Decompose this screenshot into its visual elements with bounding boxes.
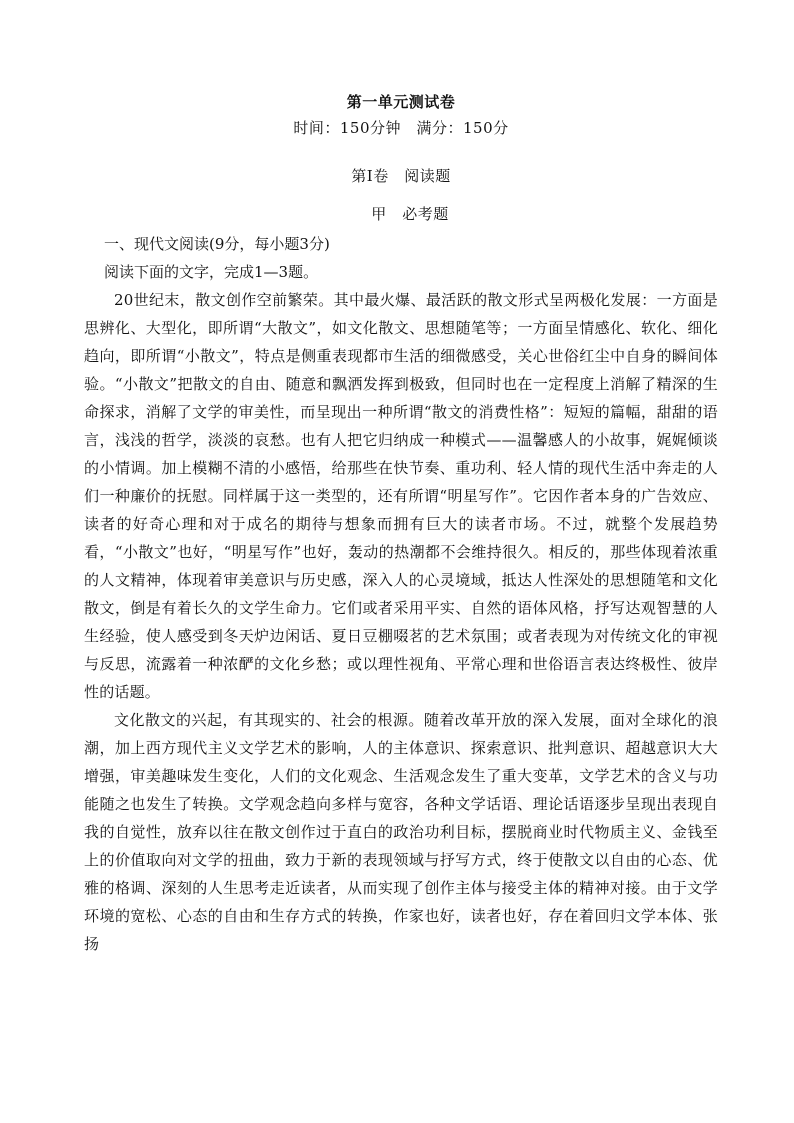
question-heading: 一、现代文阅读(9分，每小题3分) [104,235,330,253]
passage-paragraph-1: 20世纪末，散文创作空前繁荣。其中最火爆、最活跃的散文形式呈两极化发展：一方面是思辨化、大型化，即所谓“大散文”，如文化散文、思想随笔等；一方面呈情感化、软化、细化趋向，即所谓“小散文”，特点是侧重表现都市生活的细微感受，关心世俗红尘中自身的瞬间体验。“小散文”把散文的自由、随意和飘洒发挥到极致，但同时也在一定程度上消解了精深的生命探求，消解了文学的审美性，而呈现出一种所谓“散文的消费性格”：短短的篇幅，甜甜的语言，浅浅的哲学，淡淡的哀愁。也有人把它归纳成一种模式——温馨感人的小故事，娓娓倾谈的小情调。加上模糊不清的小感悟，给那些在快节奏、重功利、轻人情的现代生活中奔走的人们一种廉价的抚慰。同样属于这一类型的，还有所谓“明星写作”。它因作者本身的广告效应、读者的好奇心理和对于成名的期待与想象而拥有巨大的读者市场。不过，就整个发展趋势看，“小散文”也好，“明星写作”也好，轰动的热潮都不会维持很久。相反的，那些体现着浓重的人文精神，体现着审美意识与历史感，深入人的心灵境域，抵达人性深处的思想随笔和文化散文，倒是有着长久的文学生命力。它们或者采用平实、自然的语体风格，抒写达观智慧的人生经验，使人感受到冬天炉边闲话、夏日豆棚啜茗的艺术氛围；或者表现为对传统文化的审视与反思，流露着一种浓酽的文化乡愁；或以理性视角、平常心理和世俗语言表达终极性、彼岸性的话题。 [84,291,718,701]
passage-paragraph-2: 文化散文的兴起，有其现实的、社会的根源。随着改革开放的深入发展，面对全球化的浪潮，加上西方现代主义文学艺术的影响，人的主体意识、探索意识、批判意识、超越意识大大增强，审美趣味发生变化，人们的文化观念、生活观念发生了重大变革，文学艺术的含义与功能随之也发生了转换。文学观念趋向多样与宽容，各种文学话语、理论话语逐步呈现出表现自我的自觉性，放弃以往在散文创作过于直白的政治功利目标，摆脱商业时代物质主义、金钱至上的价值取向对文学的扭曲，致力于新的表现领域与抒写方式，终于使散文以自由的心态、优雅的格调、深刻的人生思考走近读者，从而实现了创作主体与接受主体的精神对接。由于文学环境的宽松、心态的自由和生存方式的转换，作家也好，读者也好，存在着回归文学本体、张扬 [84,711,718,953]
section-title: 第Ⅰ卷 阅读题 [351,167,451,185]
exam-time-score: 时间：150分钟 满分：150分 [293,119,509,137]
sub-section-title: 甲 必考题 [371,205,449,223]
reading-instruction: 阅读下面的文字，完成1—3题。 [104,263,319,281]
exam-title: 第一单元测试卷 [346,93,456,111]
